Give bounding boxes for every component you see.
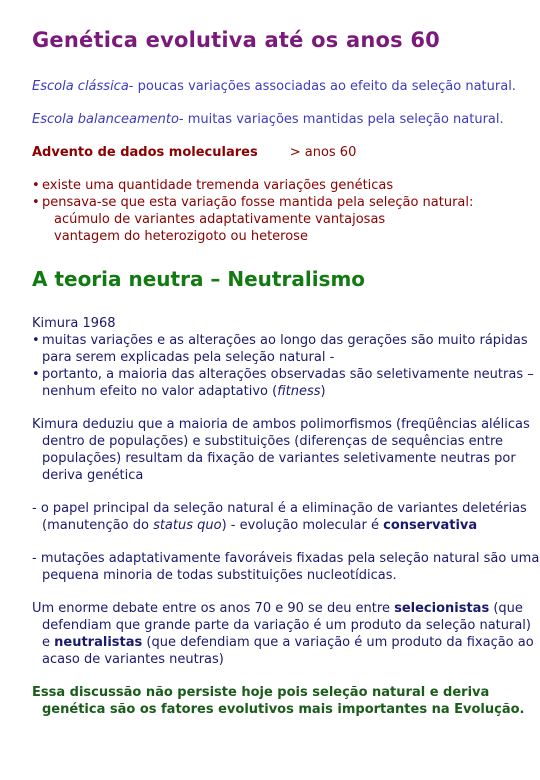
bullet-text: existe uma quantidade tremenda variações genéticas <box>42 178 394 193</box>
kimura-year: Kimura 1968 <box>32 316 116 331</box>
bullet-continuation: para serem explicadas pela seleção natural - <box>42 350 335 365</box>
deduction-line: Kimura deduziu que a maioria de ambos polimorfismos (freqüências alélicas <box>32 417 530 432</box>
molecular-data-label: Advento de dados moleculares <box>32 145 258 160</box>
debate-line <box>32 634 534 651</box>
mutations-line: pequena minoria de todas substituições nucleotídicas. <box>42 568 397 583</box>
conclusion-line: Essa discussão não persiste hoje pois seleção natural e deriva <box>32 685 490 700</box>
bullet-icon: • <box>32 195 40 210</box>
debate-text: Um enorme debate entre os anos 70 e 90 se deu entre <box>32 601 395 616</box>
bullet-item <box>32 366 534 383</box>
role-line: - o papel principal da seleção natural é a eliminação de variantes deletérias <box>32 501 527 516</box>
mutations-line: - mutações adaptativamente favoráveis fixadas pela seleção natural são uma <box>32 551 540 566</box>
bullet-item <box>32 194 517 211</box>
document-page <box>32 28 540 718</box>
bullet-text: nenhum efeito no valor adaptativo ( <box>42 384 278 399</box>
deduction-line: populações) resultam da fixação de variantes seletivamente neutras por <box>42 451 516 466</box>
deduction-line: deriva genética <box>42 468 144 483</box>
classical-school-desc: - poucas variações associadas ao efeito da seleção natural. <box>128 79 516 94</box>
bullet-icon: • <box>32 178 40 193</box>
role-text: ) - evolução molecular é <box>221 518 384 533</box>
role-text: (manutenção do <box>42 518 154 533</box>
debate-line: acaso de variantes neutras) <box>42 652 224 667</box>
conclusion-line: genética são os fatores evolutivos mais importantes na Evolução. <box>42 702 525 717</box>
sub-item: vantagem do heterozigoto ou heterose <box>54 229 308 244</box>
debate-text: (que <box>489 601 523 616</box>
bullet-item <box>32 332 528 349</box>
section-title: A teoria neutra – Neutralismo <box>32 267 366 291</box>
bullet-item <box>32 177 517 194</box>
selectionists-term: selecionistas <box>394 601 490 616</box>
bullet-text: pensava-se que esta variação fosse mantida pela seleção natural: <box>42 195 474 210</box>
deduction-line: dentro de populações) e substituições (diferenças de sequências entre <box>42 434 504 449</box>
page-title: Genética evolutiva até os anos 60 <box>32 28 440 52</box>
bullet-text: muitas variações e as alterações ao longo das gerações são muito rápidas <box>42 333 528 348</box>
status-quo-term: status quo <box>153 518 222 533</box>
bullet-icon: • <box>32 333 40 348</box>
debate-text: (que defendiam que a variação é um produto da fixação ao <box>142 635 534 650</box>
conservative-term: conservativa <box>383 518 478 533</box>
role-line <box>32 517 517 534</box>
neutralists-term: neutralistas <box>54 635 143 650</box>
molecular-data-line <box>32 144 517 161</box>
bullet-text: portanto, a maioria das alterações observadas são seletivamente neutras – <box>42 367 534 382</box>
balance-school-desc: - muitas variações mantidas pela seleção natural. <box>178 112 504 127</box>
molecular-data-value: > anos 60 <box>289 145 357 160</box>
debate-line <box>32 600 523 617</box>
debate-line: defendiam que grande parte da variação é um produto da seleção natural) <box>42 618 531 633</box>
bullet-continuation <box>32 383 517 400</box>
sub-item: acúmulo de variantes adaptativamente vantajosas <box>54 212 386 227</box>
bullet-text: ) <box>320 384 326 399</box>
balance-school-term: Escola balanceamento <box>32 112 179 127</box>
debate-text: e <box>42 635 55 650</box>
bullet-icon: • <box>32 367 40 382</box>
classical-school-term: Escola clássica <box>32 79 129 94</box>
balance-school-line <box>32 111 517 128</box>
fitness-term: fitness <box>277 384 321 399</box>
classical-school-line <box>32 78 517 95</box>
